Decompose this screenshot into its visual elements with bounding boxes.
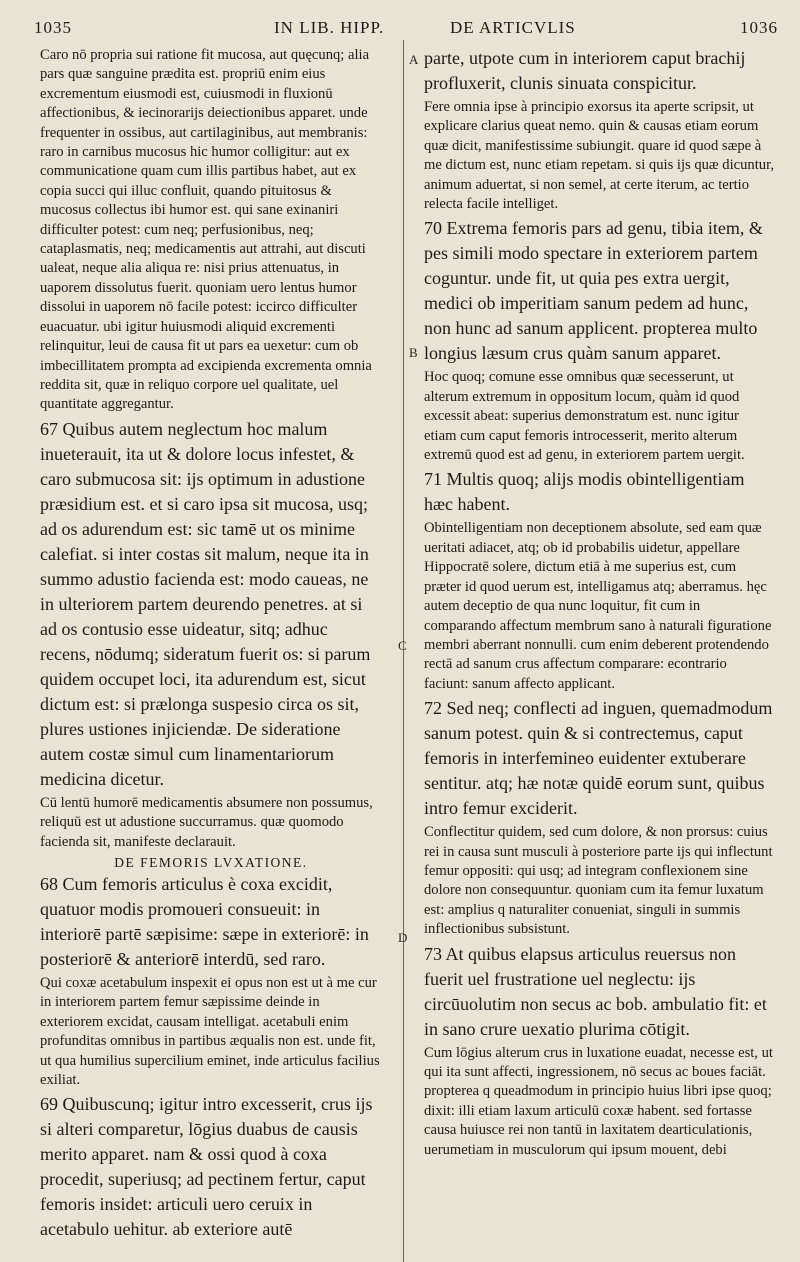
aphorism-70: 70 Extrema femoris pars ad genu, tibia item, & pes simili modo spectare in exteriorem partem coguntur. unde fit, ut quia pes extra uergit, medici ob imperitiam sanum pedem ad hunc, non hunc ad sanum applicent. propterea multo longius læsum crus quàm sanum apparet. <box>424 218 763 364</box>
aphorism-71: 71 Multis quoq; alijs modis obintelligentiam hæc habent. <box>424 469 745 515</box>
page-number-right: 1036 <box>740 18 778 37</box>
running-title-right: DE ARTICVLIS <box>450 18 576 37</box>
commentary-paragraph: Obintelligentiam non deceptionem absolute, sed eam quæ ueritati adiacet, atq; ob id probabilis uidetur, appellare Hippocratē solere, dictum etiā à me superius est, cum præter id quod uerum est, intelligamus atq; aberramus. hęc autem deceptio de qua nunc loquitur, fit cum in comparando affectum membrum sano à naturali figuratione membri aberrant nonnulli. cum enim deberent protendendo rectā ad sanum crus affectum comparare: econtrario faciunt: sanum affecto applicant. <box>424 520 772 692</box>
left-column <box>40 46 382 1244</box>
aphorism-73: 73 At quibus elapsus articulus reuersus non fuerit uel frustratione uel neglectu: ijs circūuolutim non secus ac bob. ambulatio fit: et in sano crure uexatio plurima cōtigit. <box>424 943 767 1039</box>
page-header <box>34 14 778 44</box>
commentary-paragraph: Cum lōgius alterum crus in luxatione euadat, necesse est, ut qui ita sunt affecti, ingressionem, nō secus ac boues faciāt. propterea q queadmodum in principio huius libri ipse quoq; dixit: illi etiam laxum articulū coxæ habent. sed fortasse causa huiusce rei non tantū in laxitatem dearticulationis, uerumetiam in musculorum qui ipsum mouent, debi <box>424 1044 773 1158</box>
page-number-left: 1035 <box>34 18 72 37</box>
commentary-paragraph: Qui coxæ acetabulum inspexit ei opus non est ut à me cur in interiorem partem femur sæpissime deinde in exteriorem excidat, causam intelligat. acetabuli enim profunditas omnibus in partibus æqualis non est. unde fit, ut qua humilius supercilium eminet, inde articulus facilius exiliat. <box>40 974 380 1088</box>
margin-marker-b: B <box>409 345 418 360</box>
aphorism-72: 72 Sed neq; conflecti ad inguen, quemadmodum sanum potest. quin & si contrectemus, caput femoris in interfemineo euidenter extuberare sentitur. atq; hæ notæ quidē eorum sunt, quibus intro femur exciderit. <box>424 698 773 819</box>
section-heading: DE FEMORIS LVXATIONE. <box>114 854 308 870</box>
aphorism-69: 69 Quibuscunq; igitur intro excesserit, crus ijs si alteri comparetur, lōgius duabus de causis merito apparet. nam & ossi quod à coxa procedit, superiusq; ad pectinem fertur, caput femoris insidet: articuli uero ceruix in acetabulo uehitur. ab exteriore autē <box>40 1094 373 1240</box>
right-column <box>424 46 774 1162</box>
aphorism-67: 67 Quibus autem neglectum hoc malum inueterauit, ita ut & dolore locus infestet, & caro submucosa sit: ijs optimum in adustione præsidium est. et si caro ipsa sit mucosa, usq; ad os adurendum est: sic tamē ut os minime calefiat. si inter costas sit malum, neque ita in summo adustio facienda est: modo caueas, ne in ulteriorem partem deurendo penetres. at si ad os contusio esse uideatur, sitq; adhuc recens, nōdumq; sideratum fuerit os: si parum quidem occupet loci, ita adurendum est, sicut dictum est: si prælonga suspesio circa os sit, plures ustiones injiciendæ. De sideratione autem costæ simul cum linamentariorum medicina dicetur. <box>40 418 371 789</box>
aphorism-69-continued: parte, utpote cum in interiorem caput brachij profluxerit, clunis sinuata conspicitur. <box>424 48 746 93</box>
commentary-paragraph: Cū lentū humorē medicamentis absumere non possumus, reliquū est ut adustione succurramus. quæ quomodo facienda sit, manifeste declarauit. <box>40 794 373 850</box>
commentary-paragraph: Fere omnia ipse à principio exorsus ita aperte scripsit, ut explicare clarius queat nemo. quin & causas etiam eorum quæ dicit, manifestissime subiungit. quare id quod sæpe à me dictum est, nunc etiam repetam. si quis ijs quæ dicuntur, animum aduertat, si non semel, at certe iterum, ac tertio relecta facile intelliget. <box>424 99 775 213</box>
running-title-left: IN LIB. HIPP. <box>274 18 385 37</box>
commentary-paragraph: Caro nō propria sui ratione fit mucosa, aut quęcunq; alia pars quæ sanguine prædita est. propriū enim eius excrementum eiusmodi est, cuiusmodi in fluxionū affectionibus, & iecinorarijs deiectionibus apparet. unde frequenter in ossibus, aut cartilaginibus, aut membranis: raro in carnibus mucosus hic humor colligitur: aut ex communicatione quam cum illis partibus habet, aut ex copia succi qui illuc confluit, quando pituitosus & mucosus collectus ibi humor est. qui sane exinaniri difficulter potest: cum neq; perfusionibus, neq; cataplasmatis, neq; medicamentis aut attrahi, aut discuti ualeat, neque alia aliqua re: nisi prius attenuatus, in uaporem dissolutus fuerit. quoniam uero lentus humor dissolui in uaporem nō facile potest: iccirco difficulter euacuatur. ubi igitur huiusmodi aliquid excrementi relinquitur, leui de causa fit ut pars ea uexetur: cum ob imbecillitatem prompta ad excipienda excrementa omnia reddita sit, quæ in reliquo corpore uel qualitate, uel quantitate aggregantur. <box>40 47 372 413</box>
margin-marker-a: A <box>409 52 419 67</box>
commentary-paragraph: Conflectitur quidem, sed cum dolore, & non prorsus: cuius rei in causa sunt musculi à posteriore parte ijs qui inflectunt femur oppositi: qui usq; ad integram conflexionem sine dolore non consequuntur. quoniam cum ita femur luxatum est: amplius q naturaliter conueniat, singuli in summis inflectionibus subsistunt. <box>424 824 773 938</box>
margin-marker-c: C <box>398 638 407 653</box>
aphorism-68: 68 Cum femoris articulus è coxa excidit, quatuor modis promoueri consueuit: in interiorē partē sæpisime: sæpe in exteriorē: in posteriorē & anteriorē interdū, sed raro. <box>40 873 369 969</box>
commentary-paragraph: Hoc quoq; comune esse omnibus quæ secesserunt, ut alterum extremum in oppositum locum, quàm id quod excessit abeat: superius demonstratum est. nunc igitur etiam cum caput femoris introcesserit, merito alterum extremū quod est ad genu, in exteriorem partem uergit. <box>424 369 745 464</box>
margin-marker-d: D <box>398 930 408 945</box>
